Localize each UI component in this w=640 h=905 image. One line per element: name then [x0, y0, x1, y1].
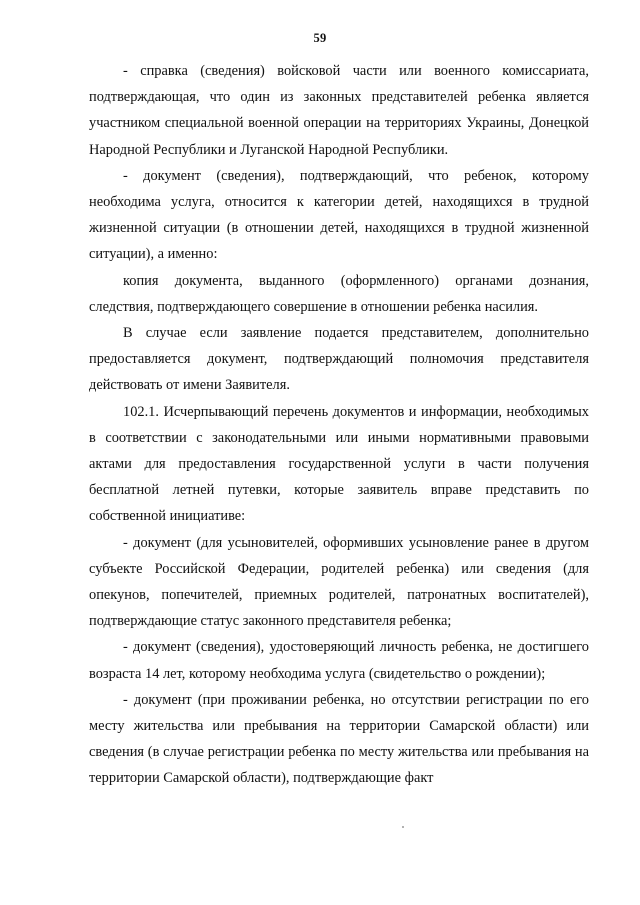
paragraph-residence-document: - документ (при проживании ребенка, но отсутствии регистрации по его месту жительства или пребывания на территории Самарской области) или сведения (в случае регистрации ребенка по месту жительства или пребывания на территории Самарской области), подтверждающие факт [89, 691, 589, 787]
paragraph-child-identity-document: - документ (сведения), удостоверяющий личность ребенка, не достигшего возраста 14 лет, которому необходима услуга (свидетельство о рождении); [89, 639, 589, 682]
paragraph-legal-representative-status: - документ (для усыновителей, оформивших усыновление ранее в другом субъекте Российской Федерации, родителей ребенка) или сведения (для опекунов, попечителей, приемных родителей, патронатных воспитателей), подтверждающие статус законного представителя ребенка; [89, 534, 589, 630]
scan-speck [402, 826, 404, 828]
paragraph-section-102-1: 102.1. Исчерпывающий перечень документов и информации, необходимых в соответствии с законодательными или иными нормативными правовыми актами для предоставления государственной услуги в части получения бесплатной летней путевки, которые заявитель вправе представить по собственной инициативе: [89, 403, 589, 525]
paragraph-military-certificate: - справка (сведения) войсковой части или военного комиссариата, подтверждающая, что один из законных представителей ребенка является участником специальной военной операции на территориях Украины, Донецкой Народной Республики и Луганской Народной Республики. [89, 63, 589, 158]
paragraph-inquiry-document-copy: копия документа, выданного (оформленного) органами дознания, следствия, подтверждающего совершение в отношении ребенка насилия. [89, 272, 589, 315]
page-number: 59 [313, 31, 327, 45]
paragraph-difficult-situation-document: - документ (сведения), подтверждающий, что ребенок, которому необходима услуга, относится к категории детей, находящихся в трудной жизненной ситуации (в отношении детей, находящихся в трудной жизненной ситуации), а именно: [89, 167, 589, 263]
document-body [89, 58, 589, 792]
paragraph-representative-authority: В случае если заявление подается представителем, дополнительно предоставляется документ, подтверждающий полномочия представителя действовать от имени Заявителя. [89, 325, 589, 394]
